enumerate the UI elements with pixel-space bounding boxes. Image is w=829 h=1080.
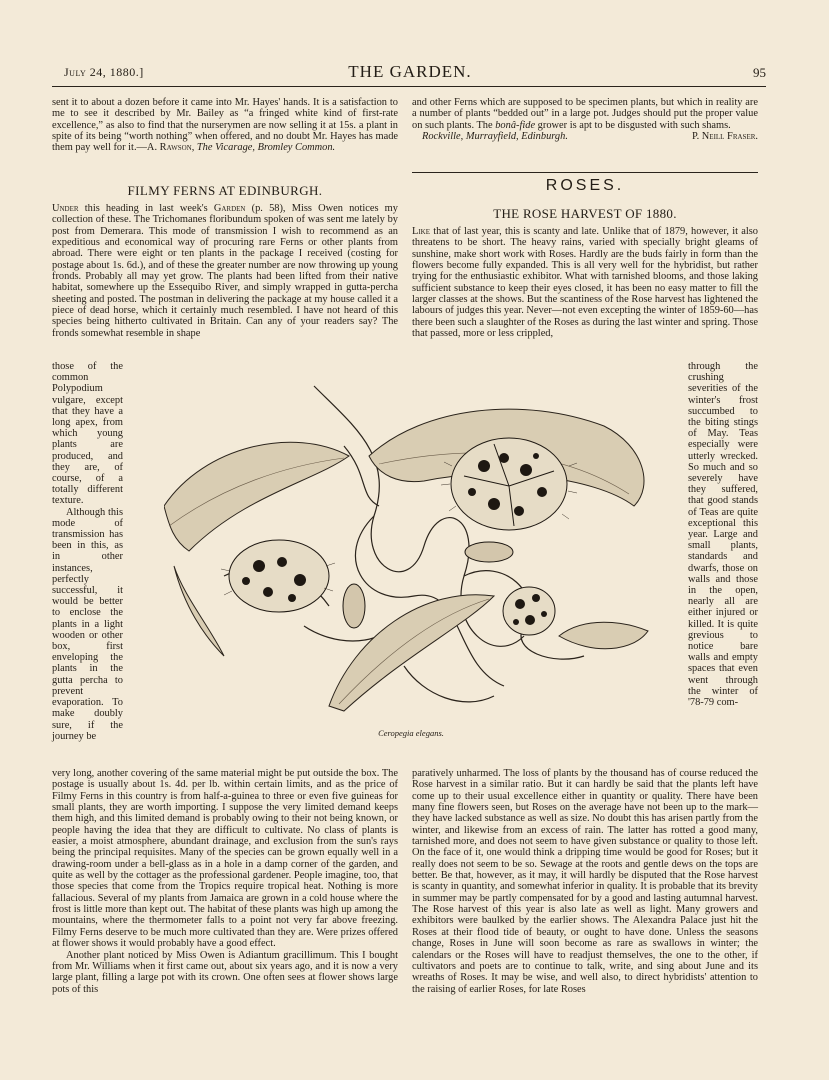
- filmy-lead-word: Under: [52, 203, 79, 214]
- filmy-narrow-para1: those of the common Polypodium vulgare, except that they have a long apex, from which young plants are produced, and they are, of course, of a totally different texture.: [52, 361, 123, 507]
- bona-fide-text: bonâ-fide: [495, 119, 536, 131]
- leaf-top-left: [164, 442, 349, 551]
- left-top-author: Rawson,: [159, 142, 195, 154]
- header-rule: [52, 86, 766, 87]
- right-top-column: [412, 97, 758, 142]
- right-top-paragraph-end: grower is apt to be disgusted with such shams.: [537, 119, 731, 131]
- roses-para1: that of last year, this is scanty and late. Unlike that of 1879, however, it also threatens to be short. The heavy rains, varied with specially bright gleams of sunshine, make short work with Roses. Hardly are the buds fairly in form than the flowers become fully expanded. This is all very well for the hybridist, but rather trying for the enthusiastic exhibitor. What with tarnished blooms, and those laking sufficient substance to keep their eyes closed, it has been no easy matter to fill the larger classes at the shows. But the scantiness of the Rose harvest has lightened the labours of judges this year. Never—not even excepting the winter of 1859-60—has there been such a slaughter of the Roses as during the last winter and spring. Those that passed, more or less crippled,: [412, 226, 758, 340]
- roses-lower-para: paratively unharmed. The loss of plants by the thousand has of course reduced the Rose harvest in a similar ratio. But it can hardly be said that the plants left have come up to their usual excellence either in quantity or quality. There have been many fine flowers seen, but Roses on the average have not been up to the mark—they have lacked substance as well as size. No doubt this has arisen partly from the winter, and likewise from an excess of rain. The latter has rotted a good many, tarnished more, and does not seem to have given substance or quality to those left. On the face of it, one would think a dripping time would be good for Roses; but it really does not seem to be so. Sewage at the roots and gentle dews on the tops are better. Be that, however, as it may, it will hardly be disputed that the Rose harvest is scanty in quantity, and somewhat inferior in quality. It is probable that its brevity in summer may be partly compensated for by a good and lasting autumnal harvest. The Rose harvest of this year is also late as well as light. Many growers and exhibitors were baulked by the earlier shows. The Alexandra Palace just hit the Roses at their flood tide of beauty, or ought to have done. Unless the seasons change, Roses in June will soon become as rare as swallows in winter; the calendars or the Roses will have to readjust themselves, the one to the other, if cultivators and poets are to continue to talk, write, and sing about June and its wreaths of Roses. It may be wise, and well also, to direct hybridists' attention to the raising of earlier Roses, for late Roses: [412, 768, 758, 995]
- left-top-place: The Vicarage, Bromley Common.: [196, 142, 336, 154]
- leaf-small-left: [174, 566, 224, 656]
- roses-lower: [412, 768, 758, 995]
- right-top-paragraph: and other Ferns which are supposed to be specimen plants, but which in reality are a number of plants “bedded out” in a large pot. Judges should put the proper value on such plants. The: [412, 97, 758, 131]
- flower-lower-right: [503, 587, 555, 635]
- page-number: 95: [753, 65, 766, 80]
- filmy-lower-para: very long, another covering of the same material might be put outside the box. The postage is usually about 1s. 4d. per lb. within certain limits, and as the price of Filmy Ferns in this country is from half-a-guinea to three or even five guineas for small plants, they are worth importing. I suppose the very limited demand keeps them high, and this limited demand is probably owing to their not being known, or people having the idea that they are difficult to cultivate. No class of plants is easier, a moist atmosphere, abundant drainage, and exclusion from the sun's rays being the principal requisites. Many of the species can be grown equally well in a drawing-room under a bell-glass as in a hole in a damp corner of the garden, and quite as well by the cottager as the professional gardener. People imagine, too, that those species that come from the Tropics require tropical heat. Nothing is more fallacious. Several of my plants from Jamaica are grown in a cold house where the frost is little more than kept out. The habitat of these plants was high up among the mountains, where the thermometer falls to a point not very far above freezing. Filmy Ferns deserve to be much more cultivated than they are. Were prizes offered at flower shows it would probably have a good effect.: [52, 768, 398, 950]
- right-top-author: P. Neill Fraser.: [691, 131, 758, 143]
- figure-caption: Ceropegia elegans.: [378, 728, 444, 738]
- filmy-ferns-lower: [52, 768, 398, 995]
- filmy-ferns-heading: FILMY FERNS AT EDINBURGH.: [127, 183, 323, 198]
- garden-ref: Garden: [213, 203, 246, 214]
- filmy-ferns-intro: [52, 203, 398, 339]
- left-top-paragraph: sent it to about a dozen before it came into Mr. Hayes' hands. It is a satisfaction to me to see it described by Mr. Bailey as “a fringed white kind of first-rate excellence,” as also to find that the nurserymen are now selling it at 15s. a plant in spite of its being “worth nothing” when offered, and no doubt Mr. Hayes has made them pay well for it.—A.: [52, 97, 398, 154]
- roses-narrow-para: through the crushing severities of the winter's frost succumbed to the biting stings of May. Teas especially were utterly wrecked. So much and so severely have they suffered, that good stands of Teas are quite exceptional this year. Large and small plants, standards and dwarfs, those on walls and those in the open, nearly all are either injured or killed. It is quite grevious to notice bare walls and empty spaces that even went through the winter of '78-79 com-: [688, 361, 758, 709]
- flower-left: [229, 540, 329, 612]
- filmy-last-para: Another plant noticed by Miss Owen is Adiantum gracillimum. This I bought from Mr. Williams when it first came out, about six years ago, and it is now a very large plant, filling a large pot with its crown. One often sees at flower shows large pots of this: [52, 949, 398, 995]
- ceropegia-illustration: [164, 366, 658, 724]
- roses-top-rule: [412, 172, 758, 173]
- rose-harvest-heading: THE ROSE HARVEST OF 1880.: [493, 206, 677, 221]
- page-header: [54, 62, 766, 82]
- roses-section-title: ROSES.: [545, 177, 625, 194]
- filmy-ferns-narrow-column: [52, 361, 123, 742]
- flower-upper-right: [451, 438, 567, 530]
- bud-middle: [465, 542, 513, 562]
- right-top-place: Rockville, Murrayfield, Edinburgh.: [422, 131, 568, 143]
- roses-intro: [412, 226, 758, 339]
- left-top-column: [52, 97, 398, 154]
- filmy-narrow-para2: Although this mode of transmission has been in this, as in other instances, perfectly successful, it would be better to enclose the plants in a light wooden or other box, first enveloping the plants in the gutta percha to prevent evaporation. To make doubly sure, if the journey be: [52, 506, 123, 742]
- filmy-text-b: (p. 58), Miss Owen notices my collection of these. The Trichomanes floribundum spoken of was sent me lately by post from Demerara. This mode of transmission I wish to recommend as an expeditious and economical way of procuring rare Ferns or other plants from abroad. There were eight or ten plants in the package I received (costing for postage about 1s. 6d.), and of these the greater number are now throwing up young fronds. Probably all may yet grow. The plants had been lifted from their native habitat, somewhere up the Essequibo River, and simply wrapped in gutta-percha sheeting and posted. The postman in delivering the package at my house called it a piece of dead horse, which it certainly much resembled. I have not heard of this species being hitherto cultivated in Britain. Can any of your readers say? The fronds somewhat resemble in shape: [52, 203, 398, 339]
- roses-lead-word: Like: [412, 226, 431, 237]
- journal-title: THE GARDEN.: [348, 62, 472, 81]
- leaf-lower-right: [559, 622, 648, 648]
- issue-date: July 24, 1880.]: [64, 65, 144, 79]
- filmy-text-a: this heading in last week's: [84, 203, 208, 214]
- bud-left: [343, 584, 365, 628]
- roses-narrow-column: [688, 361, 758, 708]
